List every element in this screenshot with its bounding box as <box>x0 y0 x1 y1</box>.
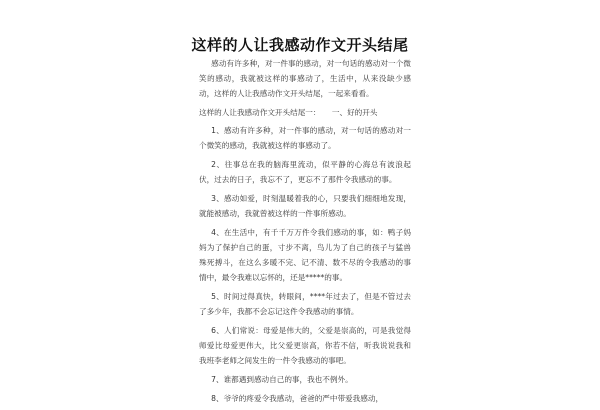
paragraph-7: 7、谁都遇到感动自己的事，我也不例外。 <box>211 375 353 384</box>
paragraph-1: 1、感动有许多种，对一件事的感动，对一句话的感动对一个微笑的感动，我就被这样的事感动了。 <box>199 126 411 150</box>
paragraph-6: 6、人们常说：母爱是伟大的，父爱是崇高的，可是我觉得师爱比母爱更伟大，比父爱更崇高，你若不信，听我说说我和我班李老师之间发生的一件令我感动的事吧。 <box>199 326 411 365</box>
article-body <box>199 56 411 410</box>
paragraph-4: 4、在生活中，有千千万万件令我们感动的事，如：鸭子妈妈为了保护自己的蛋，寸步不离，鸟儿为了自己的孩子与猛兽殊死搏斗，在这么多暖不完、记不清、数不尽的令我感动的事情中，最令我难以忘怀的，还是*****的事。 <box>199 228 411 282</box>
paragraph-5: 5、时间过得真快，转眼间，****年过去了，但是不管过去了多少年，我都不会忘记这件令我感动的事情。 <box>199 292 411 316</box>
paragraph-intro: 感动有许多种，对一件事的感动，对一句话的感动对一个微笑的感动，我就被这样的事感动了，生活中，从来没缺少感动，这样的人让我感动作文开头结尾，一起来看看。 <box>199 59 411 98</box>
paragraph-section-heading: 这样的人让我感动作文开头结尾一： 一、好的开头 <box>199 108 378 117</box>
paragraph-3: 3、感动如爱，时刻温暖着我的心，只要我们细细地发现，就能被感动，我就曾被这样的一件事所感动。 <box>199 194 411 218</box>
page-title: 这样的人让我感动作文开头结尾 <box>191 36 409 54</box>
paragraph-2: 2、往事总在我的脑海里流动，似平静的心海总有波浪起伏，过去的日子，我忘不了，更忘不了那件令我感动的事。 <box>199 160 411 184</box>
paragraph-8: 8、爷爷的疼爱令我感动，爸爸的严中带爱我感动， <box>211 394 384 403</box>
